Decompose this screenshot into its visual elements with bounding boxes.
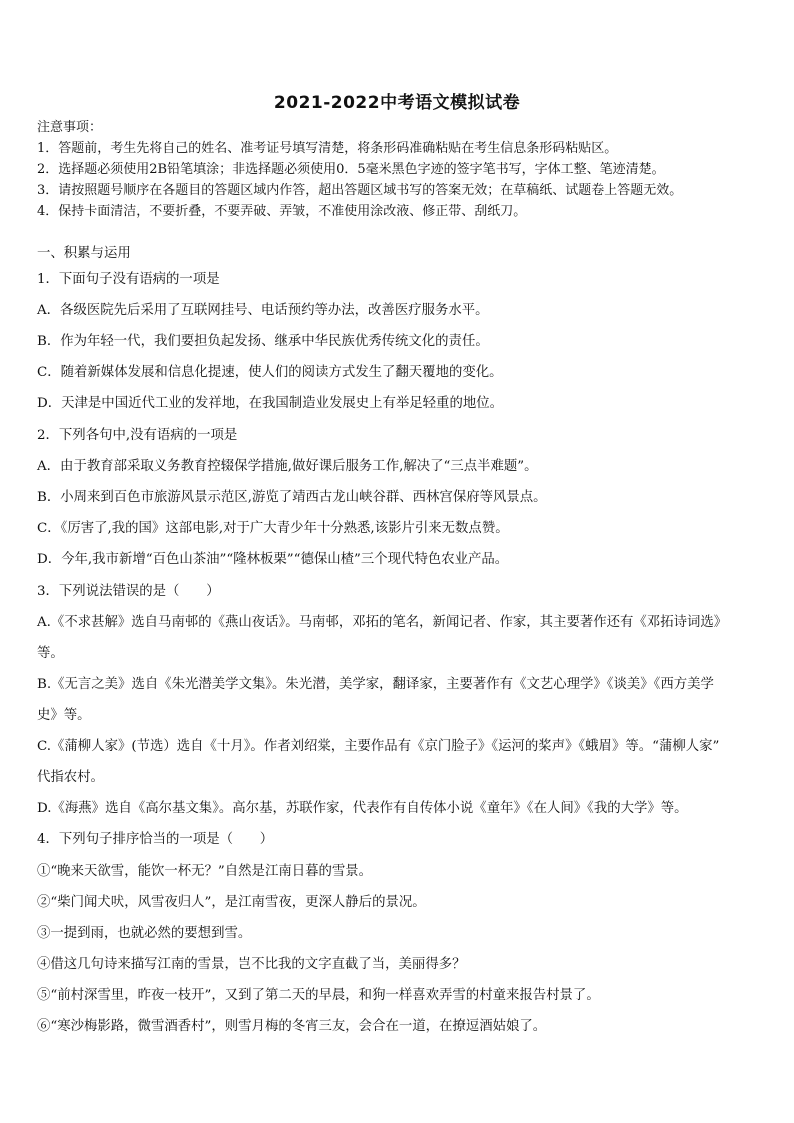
notice-item-1: 1．答题前，考生先将自己的姓名、准考证号填写清楚，将条形码准确粘贴在考生信息条形码粘贴区。: [37, 141, 618, 156]
q1-option-d: D．天津是中国近代工业的发祥地，在我国制造业发展史上有举足轻重的地位。: [37, 396, 504, 411]
q3-option-c-cont: 代指农村。: [37, 770, 104, 785]
q2-option-a: A．由于教育部采取义务教育控辍保学措施,做好课后服务工作,解决了“三点半难题”。: [37, 459, 538, 474]
q4-item-4: ④借这几句诗来描写江南的雪景，岂不比我的文字直截了当，美丽得多？: [37, 957, 466, 972]
q3-option-a-cont: 等。: [37, 646, 64, 661]
q3-option-d: D.《海燕》选自《高尔基文集》。高尔基，苏联作家，代表作有自传体小说《童年》《在人间》《我的大学》等。: [37, 801, 688, 816]
q4-item-2: ②“柴门闻犬吠，风雪夜归人”，是江南雪夜，更深人静后的景况。: [37, 895, 426, 910]
q2-option-b: B．小周来到百色市旅游风景示范区,游览了靖西古龙山峡谷群、西林宫保府等风景点。: [37, 490, 547, 505]
q3-option-c: C.《蒲柳人家》(节选）选自《十月》。作者刘绍棠，主要作品有《京门脸子》《运河的桨声》《蛾眉》等。“蒲柳人家”: [37, 739, 720, 754]
q1-option-b: B．作为年轻一代，我们要担负起发扬、继承中华民族优秀传统文化的责任。: [37, 334, 489, 349]
q4-item-5: ⑤“前村深雪里，昨夜一枝开”，又到了第二天的早晨，和狗一样喜欢弄雪的村童来报告村景了。: [37, 988, 600, 1003]
section-heading: 一、积累与运用: [37, 246, 131, 261]
q2-stem: 2．下列各句中,没有语病的一项是: [37, 428, 238, 443]
notice-item-4: 4．保持卡面清洁，不要折叠，不要弄破、弄皱，不准使用涂改液、修正带、刮纸刀。: [37, 204, 527, 219]
q2-option-c: C．《厉害了,我的国》这部电影,对于广大青少年十分熟悉,该影片引来无数点赞。: [37, 521, 509, 536]
q1-option-a: A．各级医院先后采用了互联网挂号、电话预约等办法，改善医疗服务水平。: [37, 303, 489, 318]
q3-option-b: B.《无言之美》选自《朱光潜美学文集》。朱光潜，美学家，翻译家，主要著作有《文艺心理学》《谈美》《西方美学: [37, 677, 714, 692]
notice-item-2: 2．选择题必须使用2B铅笔填涂；非选择题必须使用0．5毫米黑色字迹的签字笔书写，字体工整、笔迹清楚。: [37, 162, 665, 177]
q1-stem: 1．下面句子没有语病的一项是: [37, 272, 220, 287]
q1-option-c: C．随着新媒体发展和信息化提速，使人们的阅读方式发生了翻天覆地的变化。: [37, 365, 503, 380]
q3-option-b-cont: 史》等。: [37, 708, 91, 723]
notice-item-3: 3．请按照题号顺序在各题目的答题区域内作答，超出答题区域书写的答案无效；在草稿纸、试题卷上答题无效。: [37, 183, 683, 198]
q3-option-a: A.《不求甚解》选自马南邨的《燕山夜话》。马南邨，邓拓的笔名，新闻记者、作家，其主要著作还有《邓拓诗词选》: [37, 615, 728, 630]
q4-item-3: ③一提到雨，也就必然的要想到雪。: [37, 926, 252, 941]
q4-item-1: ①“晚来天欲雪，能饮一杯无？”自然是江南日暮的雪景。: [37, 864, 373, 879]
notice-heading: 注意事项：: [37, 120, 103, 135]
q2-option-d: D．今年,我市新增“百色山茶油”“隆林板栗”“德保山楂”三个现代特色农业产品。: [37, 552, 509, 567]
exam-title: 2021-2022中考语文模拟试卷: [273, 93, 521, 113]
q4-stem: 4．下列句子排序恰当的一项是（ ）: [37, 832, 274, 847]
q3-stem: 3．下列说法错误的是（ ）: [37, 584, 220, 599]
q4-item-6: ⑥“寒沙梅影路，微雪酒香村”，则雪月梅的冬宵三友，会合在一道，在撩逗酒姑娘了。: [37, 1019, 547, 1034]
